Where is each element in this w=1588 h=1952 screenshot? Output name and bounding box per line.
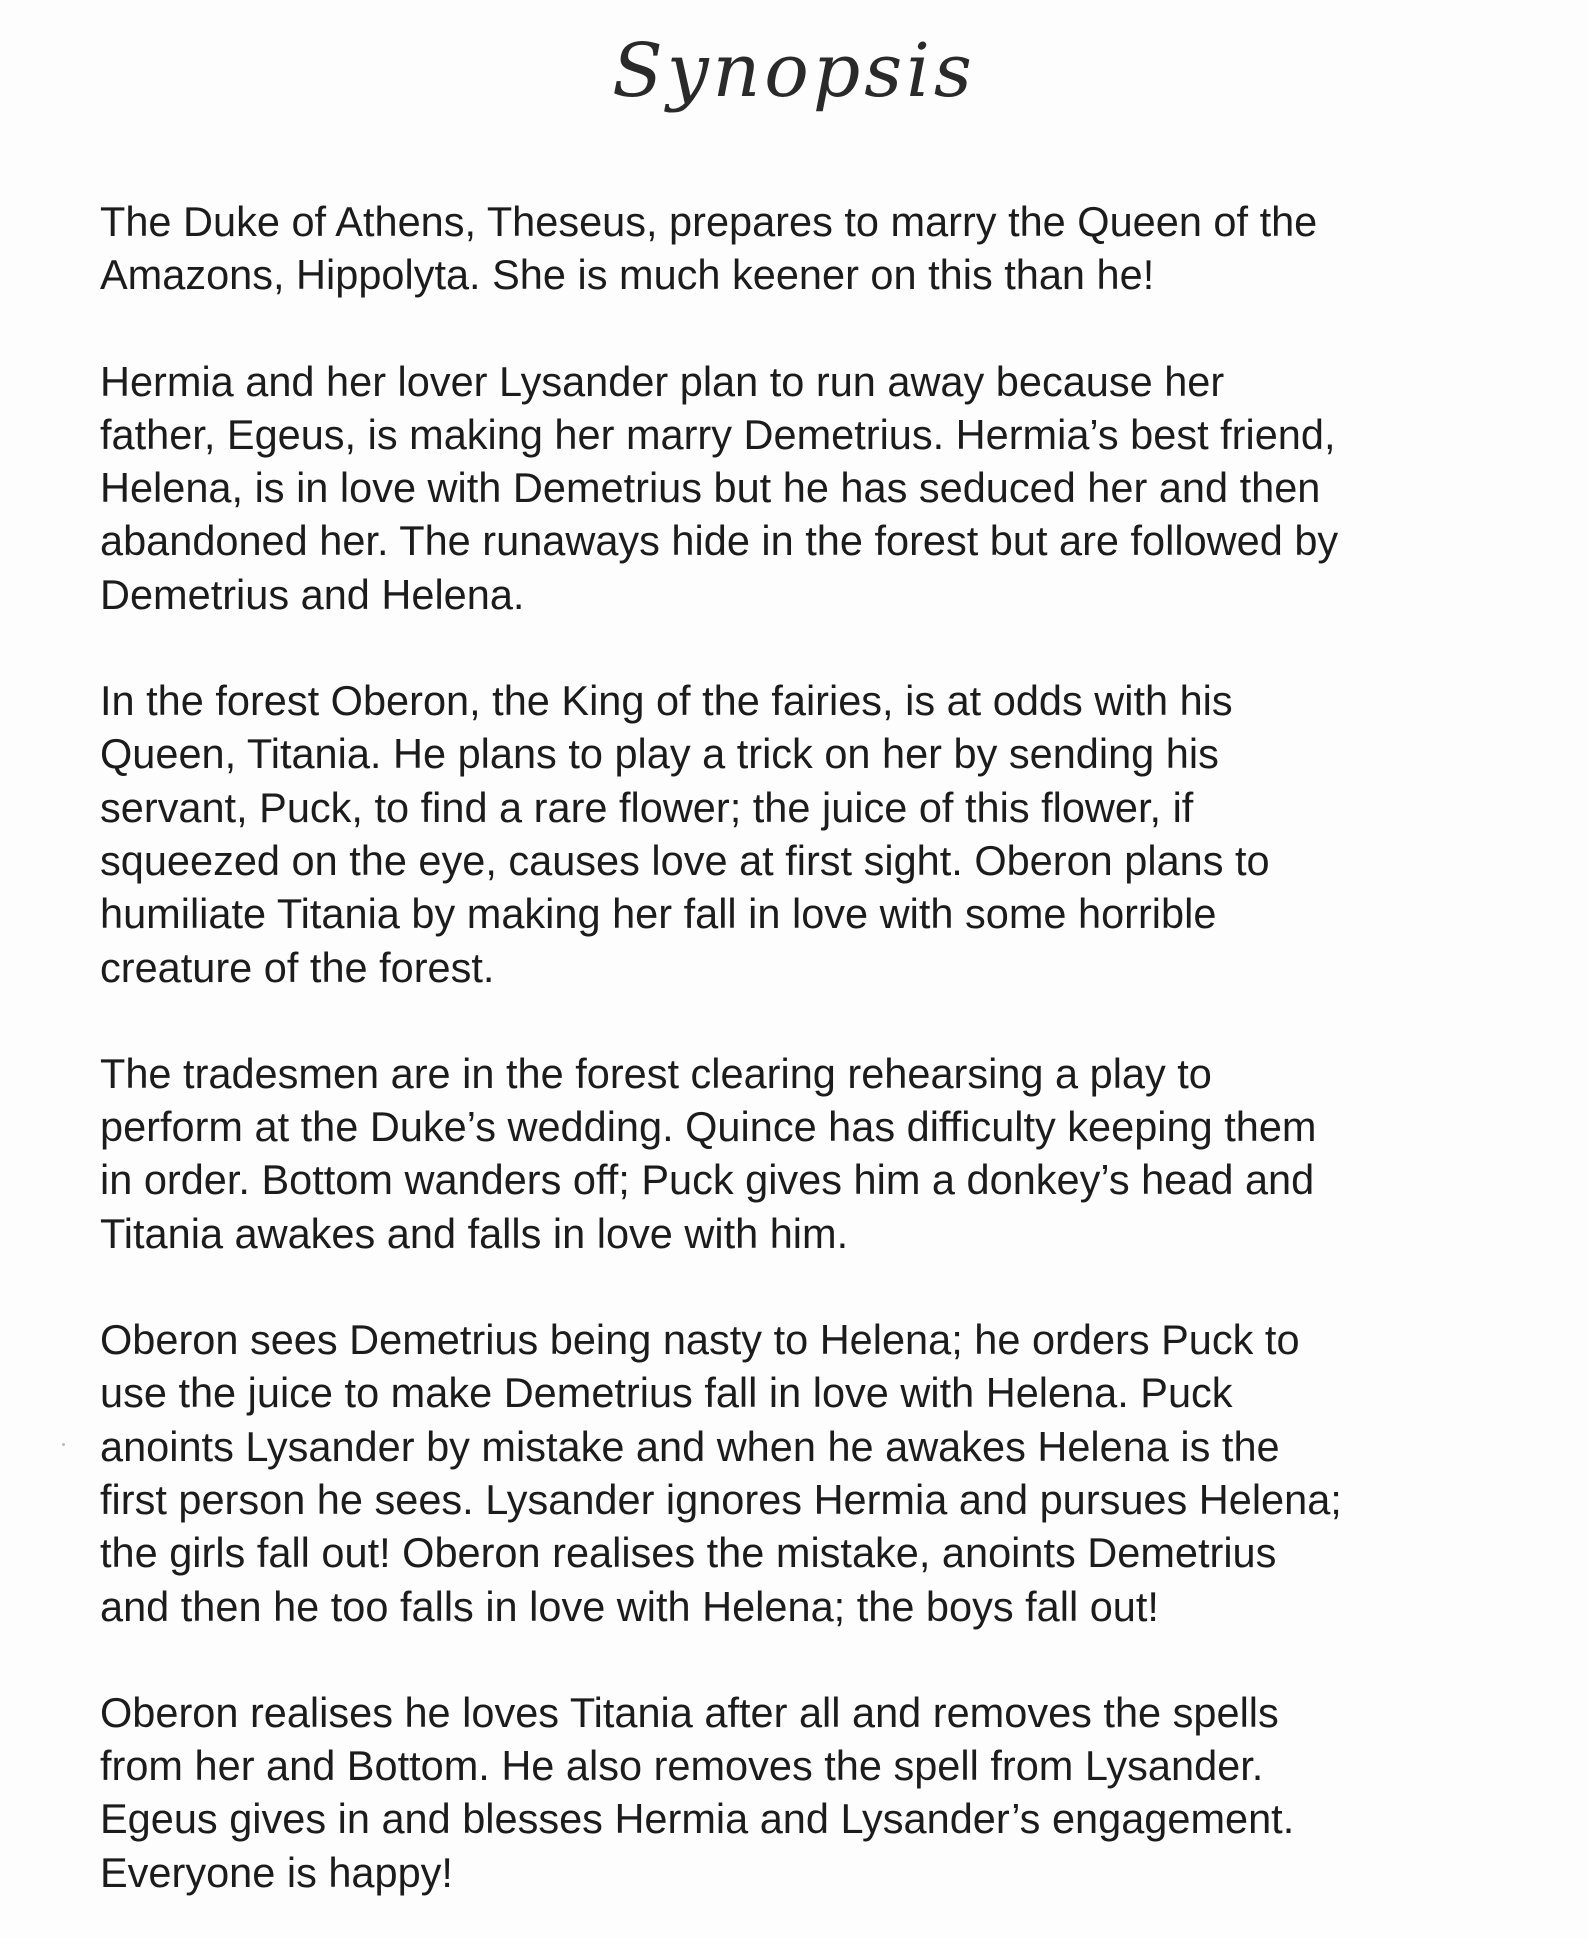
text-line: perform at the Duke’s wedding. Quince has difficulty keeping them	[100, 1103, 1317, 1151]
paragraph-6	[100, 1686, 1530, 1899]
text-line: and then he too falls in love with Helena; the boys fall out!	[100, 1582, 1159, 1630]
text-line: in order. Bottom wanders off; Puck gives him a donkey’s head and	[100, 1156, 1315, 1204]
text-line: Queen, Titania. He plans to play a trick on her by sending his	[100, 730, 1219, 778]
paragraph-5	[100, 1313, 1530, 1633]
paragraph-3	[100, 674, 1530, 994]
text-line: Helena, is in love with Demetrius but he has seduced her and then	[100, 464, 1321, 512]
text-line: Demetrius and Helena.	[100, 570, 525, 618]
text-line: the girls fall out! Oberon realises the mistake, anoints Demetrius	[100, 1529, 1277, 1577]
paragraph-4	[100, 1047, 1530, 1260]
text-line: anoints Lysander by mistake and when he awakes Helena is the	[100, 1422, 1280, 1470]
text-line: humiliate Titania by making her fall in love with some horrible	[100, 890, 1217, 938]
synopsis-body	[100, 195, 1530, 1952]
text-line: creature of the forest.	[100, 943, 495, 991]
text-line: The tradesmen are in the forest clearing rehearsing a play to	[100, 1049, 1212, 1097]
text-line: first person he sees. Lysander ignores Hermia and pursues Helena;	[100, 1475, 1342, 1523]
paragraph-2	[100, 355, 1530, 621]
text-line: Everyone is happy!	[100, 1848, 453, 1896]
text-line: Hermia and her lover Lysander plan to run away because her	[100, 357, 1225, 405]
text-line: In the forest Oberon, the King of the fairies, is at odds with his	[100, 677, 1233, 725]
text-line: father, Egeus, is making her marry Demetrius. Hermia’s best friend,	[100, 410, 1336, 458]
text-line: from her and Bottom. He also removes the spell from Lysander.	[100, 1742, 1264, 1790]
page-title: Synopsis	[612, 28, 976, 114]
text-line: squeezed on the eye, causes love at first sight. Oberon plans to	[100, 836, 1270, 884]
text-line: Oberon sees Demetrius being nasty to Helena; he orders Puck to	[100, 1316, 1300, 1364]
text-line: Oberon realises he loves Titania after all and removes the spells	[100, 1688, 1279, 1736]
scan-speck	[62, 1443, 65, 1446]
text-line: use the juice to make Demetrius fall in love with Helena. Puck	[100, 1369, 1233, 1417]
text-line: The Duke of Athens, Theseus, prepares to marry the Queen of the	[100, 198, 1318, 245]
text-line: servant, Puck, to find a rare flower; the juice of this flower, if	[100, 783, 1194, 831]
text-line: Titania awakes and falls in love with him.	[100, 1209, 849, 1257]
text-line: Amazons, Hippolyta. She is much keener on this than he!	[100, 251, 1155, 299]
text-line: Egeus gives in and blesses Hermia and Lysander’s engagement.	[100, 1795, 1295, 1843]
paragraph-1	[100, 195, 1530, 302]
text-line: abandoned her. The runaways hide in the forest but are followed by	[100, 517, 1339, 565]
